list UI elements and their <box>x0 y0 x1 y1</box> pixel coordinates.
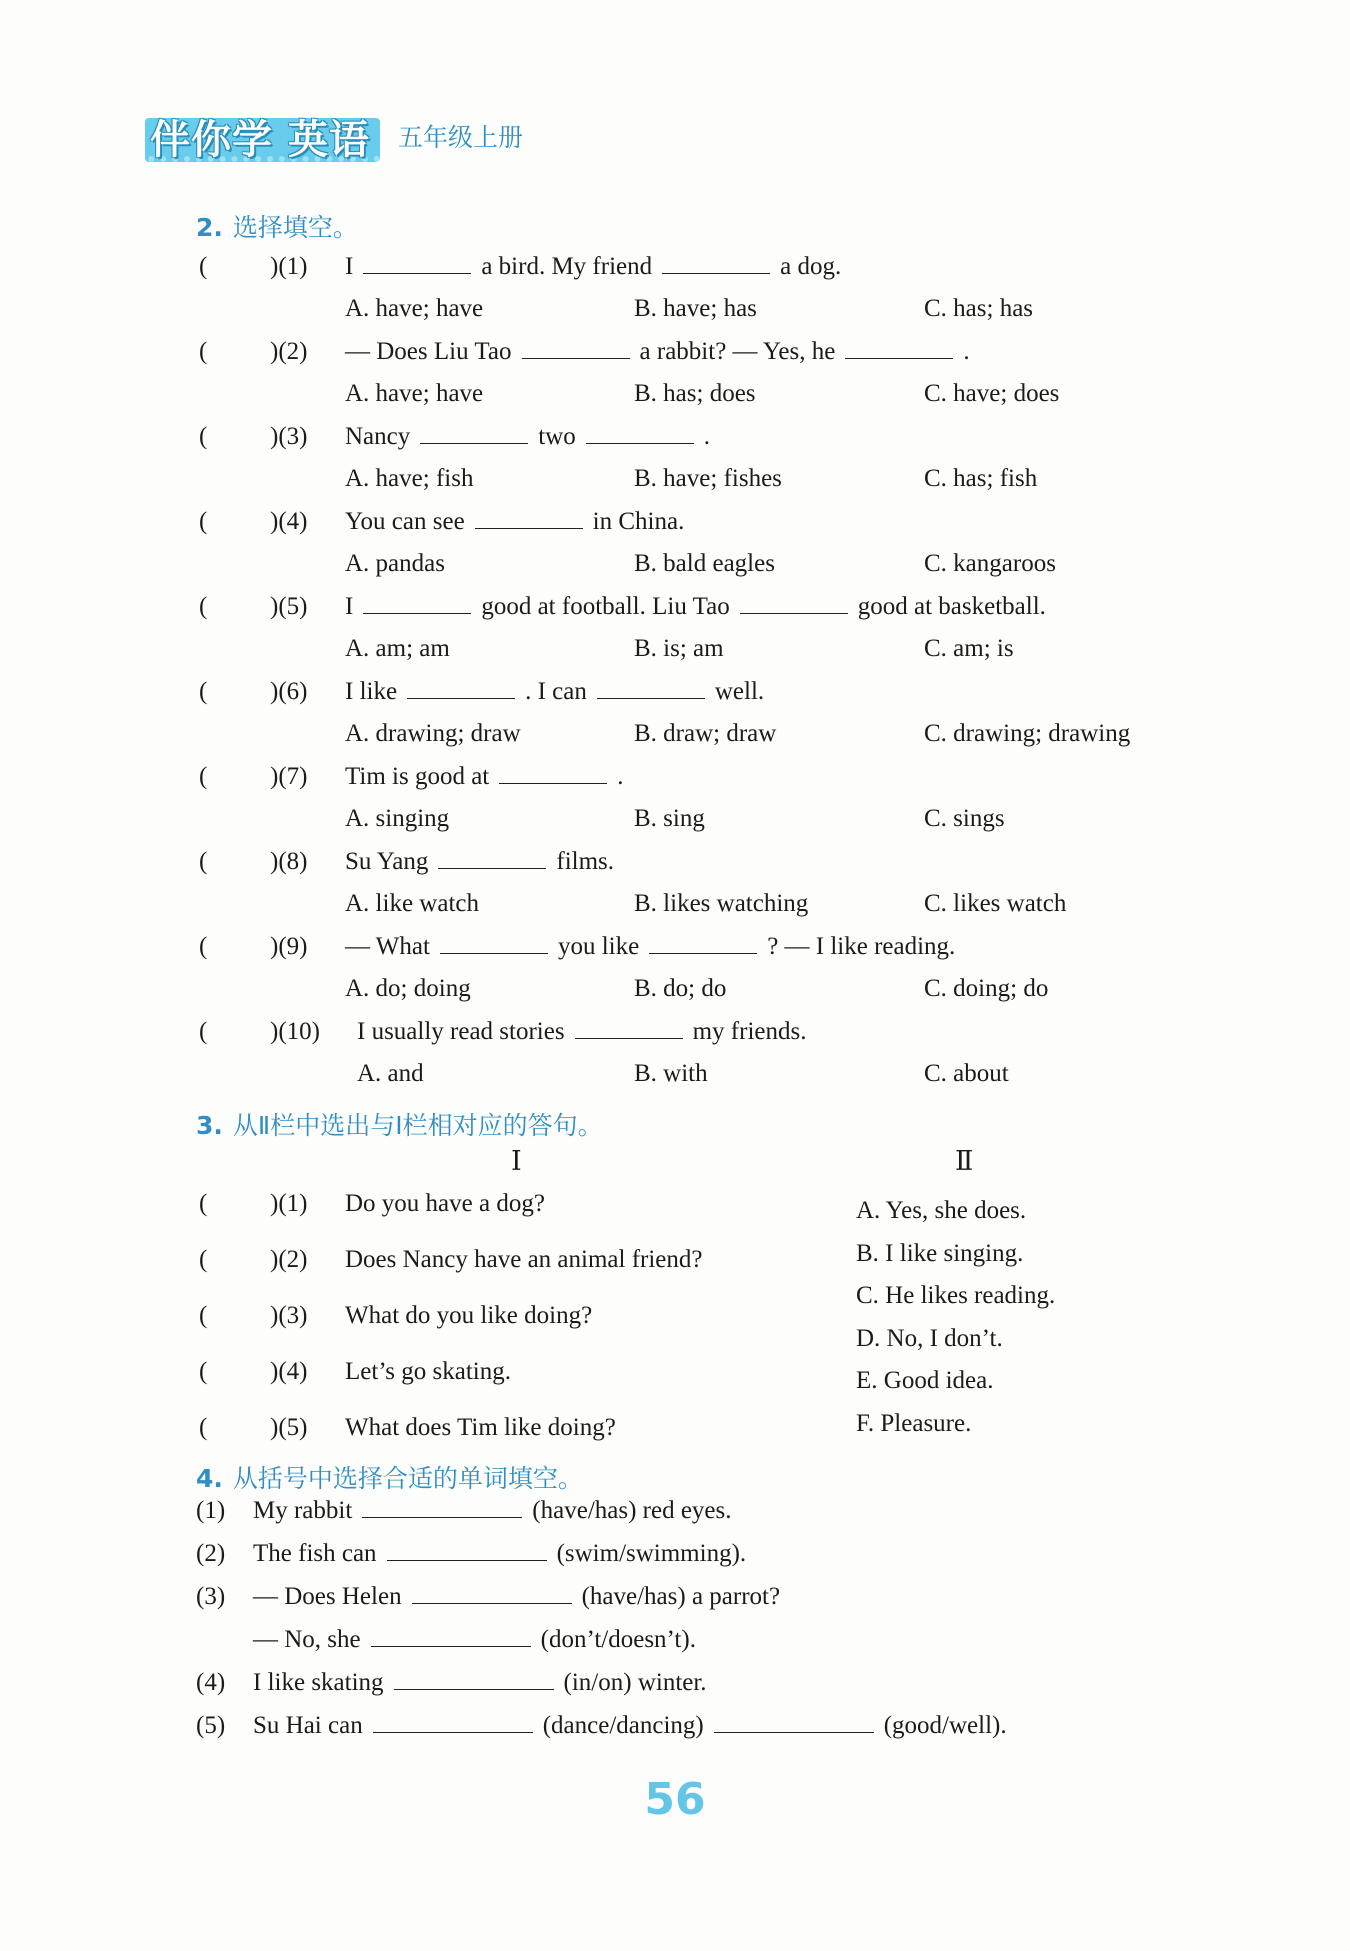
section-2-number: 2. <box>196 213 223 242</box>
item-after: (in/on) winter. <box>563 1669 707 1696</box>
question-part: in China. <box>592 508 685 535</box>
section-3-title <box>196 1106 603 1142</box>
question-text <box>345 763 624 791</box>
question-part: good at football. Liu Tao <box>481 593 730 620</box>
option-b[interactable]: B. is; am <box>634 635 724 662</box>
option-a[interactable]: A. pandas <box>345 550 445 577</box>
option-a[interactable]: A. have; have <box>345 295 484 322</box>
item-text <box>253 1583 780 1611</box>
answer-blank[interactable] <box>440 952 548 954</box>
option-a[interactable]: A. drawing; draw <box>345 720 521 747</box>
option-b[interactable]: B. likes watching <box>634 890 809 917</box>
option-a[interactable]: A. singing <box>345 805 450 832</box>
book-title: 伴你学 英语 <box>150 117 370 163</box>
question-part: a rabbit? — Yes, he <box>639 338 836 365</box>
question-text <box>345 933 955 961</box>
question-part: I <box>345 253 354 280</box>
answer-blank[interactable] <box>363 272 471 274</box>
answer-blank[interactable] <box>575 1037 683 1039</box>
question-part: you like <box>557 933 640 960</box>
question-part: my friends. <box>692 1018 807 1045</box>
option-b[interactable]: B. have; has <box>634 295 757 322</box>
question-part: Tim is good at <box>345 763 490 790</box>
question-number: )(5) <box>270 1414 308 1441</box>
question-part: . <box>703 423 710 450</box>
question-part: . <box>963 338 970 365</box>
option-b[interactable]: B. has; does <box>634 380 756 407</box>
option-c[interactable]: C. doing; do <box>924 975 1049 1002</box>
item-number: (5) <box>196 1712 226 1739</box>
question-part: good at basketball. <box>857 593 1046 620</box>
item-text <box>253 1497 732 1525</box>
item-after: (good/well). <box>883 1712 1007 1739</box>
question-part: a bird. My friend <box>481 253 653 280</box>
item-before: I like skating <box>253 1669 384 1696</box>
item-before: The fish can <box>253 1540 377 1567</box>
section-2-title <box>196 208 358 244</box>
option-b[interactable]: B. with <box>634 1060 708 1087</box>
question-part: films. <box>556 848 615 875</box>
question-text <box>345 253 841 281</box>
option-b[interactable]: B. sing <box>634 805 705 832</box>
item-before: — Does Helen <box>253 1583 402 1610</box>
answer-option: D. No, I don’t. <box>856 1324 1003 1352</box>
item-before: — No, she <box>253 1626 361 1653</box>
question-number: )(9) <box>270 933 308 960</box>
option-c[interactable]: C. have; does <box>924 380 1060 407</box>
answer-blank[interactable] <box>438 867 546 869</box>
question-number: )(8) <box>270 848 308 875</box>
open-paren: ( <box>199 1190 208 1217</box>
question-part: Su Yang <box>345 848 429 875</box>
column-ii-header: Ⅱ <box>955 1146 974 1176</box>
open-paren: ( <box>199 1246 208 1273</box>
item-number: (1) <box>196 1497 226 1524</box>
item-text <box>253 1626 696 1654</box>
option-b[interactable]: B. do; do <box>634 975 727 1002</box>
open-paren: ( <box>199 1414 208 1441</box>
section-4-number: 4. <box>196 1464 223 1493</box>
answer-blank[interactable] <box>597 697 705 699</box>
answer-blank[interactable] <box>407 697 515 699</box>
question-part: Nancy <box>345 423 411 450</box>
section-3-number: 3. <box>196 1111 223 1140</box>
book-subtitle: 五年级上册 <box>398 123 524 152</box>
answer-blank[interactable] <box>649 952 757 954</box>
section-4-title <box>196 1459 583 1495</box>
option-c[interactable]: C. sings <box>924 805 1005 832</box>
item-after: (don’t/doesn’t). <box>540 1626 696 1653</box>
option-a[interactable]: A. have; have <box>345 380 484 407</box>
answer-blank[interactable] <box>420 442 528 444</box>
answer-blank[interactable] <box>714 1731 874 1733</box>
question-number: )(1) <box>270 1190 308 1217</box>
option-c[interactable]: C. am; is <box>924 635 1014 662</box>
answer-blank[interactable] <box>586 442 694 444</box>
question-part: You can see <box>345 508 465 535</box>
question-number: )(6) <box>270 678 308 705</box>
answer-option: E. Good idea. <box>856 1367 994 1394</box>
open-paren: ( <box>199 1302 208 1329</box>
question-number: )(4) <box>270 508 308 535</box>
item-number: (2) <box>196 1540 226 1567</box>
question-number: )(1) <box>270 253 308 280</box>
question-text <box>357 1018 806 1046</box>
question-text <box>345 848 614 876</box>
question-part: I usually read stories <box>357 1018 565 1045</box>
question-text: What does Tim like doing? <box>345 1414 616 1441</box>
open-paren: ( <box>199 593 208 620</box>
answer-blank[interactable] <box>371 1645 531 1647</box>
item-after: (have/has) a parrot? <box>581 1583 781 1610</box>
question-number: )(3) <box>270 423 308 450</box>
item-number: (3) <box>196 1583 226 1610</box>
question-text <box>345 678 764 706</box>
question-part: — Does Liu Tao <box>345 338 512 365</box>
question-part: — What <box>345 933 430 960</box>
question-part: well. <box>714 678 765 705</box>
answer-blank[interactable] <box>394 1688 554 1690</box>
option-c[interactable]: C. likes watch <box>924 890 1067 917</box>
answer-blank[interactable] <box>387 1559 547 1561</box>
section-4-heading: 从括号中选择合适的单词填空。 <box>232 1464 583 1493</box>
open-paren: ( <box>199 678 208 705</box>
item-after: (swim/swimming). <box>556 1540 747 1567</box>
answer-blank[interactable] <box>522 357 630 359</box>
answer-blank[interactable] <box>475 527 583 529</box>
open-paren: ( <box>199 508 208 535</box>
section-2-heading: 选择填空。 <box>232 213 358 242</box>
option-a[interactable]: A. am; am <box>345 635 450 662</box>
option-a[interactable]: A. have; fish <box>345 465 474 492</box>
question-part: I <box>345 593 354 620</box>
item-number: (4) <box>196 1669 226 1696</box>
question-text: Does Nancy have an animal friend? <box>345 1246 703 1273</box>
answer-option: F. Pleasure. <box>856 1409 972 1437</box>
question-part: . I can <box>525 678 587 705</box>
question-part: I like <box>345 678 398 705</box>
answer-blank[interactable] <box>363 612 471 614</box>
question-part: ? — I like reading. <box>767 933 956 960</box>
item-after: (dance/dancing) <box>542 1712 704 1739</box>
open-paren: ( <box>199 848 208 875</box>
question-text <box>345 593 1046 621</box>
option-b[interactable]: B. draw; draw <box>634 720 777 747</box>
item-before: My rabbit <box>253 1497 353 1524</box>
answer-blank[interactable] <box>845 357 953 359</box>
question-text <box>345 338 970 366</box>
question-number: )(3) <box>270 1302 308 1329</box>
option-b[interactable]: B. bald eagles <box>634 550 775 577</box>
option-a[interactable]: A. do; doing <box>345 975 471 1002</box>
question-part: . <box>617 763 624 790</box>
answer-blank[interactable] <box>373 1731 533 1733</box>
option-c[interactable]: C. drawing; drawing <box>924 720 1131 747</box>
question-text: Do you have a dog? <box>345 1190 545 1217</box>
option-c[interactable]: C. about <box>924 1060 1009 1087</box>
column-i-header: Ⅰ <box>511 1146 522 1176</box>
option-a[interactable]: A. and <box>357 1060 424 1087</box>
question-number: )(5) <box>270 593 308 620</box>
answer-option: A. Yes, she does. <box>856 1197 1027 1224</box>
item-before: Su Hai can <box>253 1712 363 1739</box>
question-number: )(2) <box>270 338 308 365</box>
item-text <box>253 1712 1007 1740</box>
item-text <box>253 1540 746 1568</box>
question-number: )(7) <box>270 763 308 790</box>
open-paren: ( <box>199 423 208 450</box>
open-paren: ( <box>199 1358 208 1385</box>
option-c[interactable]: C. kangaroos <box>924 550 1056 577</box>
question-number: )(4) <box>270 1358 308 1385</box>
answer-blank[interactable] <box>662 272 770 274</box>
item-after: (have/has) red eyes. <box>532 1497 732 1524</box>
question-part: a dog. <box>780 253 842 280</box>
question-text: Let’s go skating. <box>345 1358 511 1385</box>
option-a[interactable]: A. like watch <box>345 890 479 917</box>
answer-option: C. He likes reading. <box>856 1282 1056 1309</box>
question-text: What do you like doing? <box>345 1302 593 1329</box>
question-text <box>345 423 710 451</box>
open-paren: ( <box>199 253 208 280</box>
answer-blank[interactable] <box>740 612 848 614</box>
section-3-heading: 从Ⅱ栏中选出与Ⅰ栏相对应的答句。 <box>232 1111 603 1140</box>
open-paren: ( <box>199 933 208 960</box>
option-c[interactable]: C. has; has <box>924 295 1034 322</box>
question-text <box>345 508 684 536</box>
answer-blank[interactable] <box>499 782 607 784</box>
question-part: two <box>538 423 576 450</box>
answer-blank[interactable] <box>412 1602 572 1604</box>
option-b[interactable]: B. have; fishes <box>634 465 782 492</box>
open-paren: ( <box>199 1018 208 1045</box>
item-text <box>253 1669 707 1697</box>
answer-option: B. I like singing. <box>856 1239 1024 1267</box>
page-number: 56 <box>644 1774 706 1825</box>
option-c[interactable]: C. has; fish <box>924 465 1038 492</box>
question-number: )(2) <box>270 1246 308 1273</box>
question-number: )(10) <box>270 1018 320 1045</box>
open-paren: ( <box>199 338 208 365</box>
answer-blank[interactable] <box>362 1516 522 1518</box>
open-paren: ( <box>199 763 208 790</box>
